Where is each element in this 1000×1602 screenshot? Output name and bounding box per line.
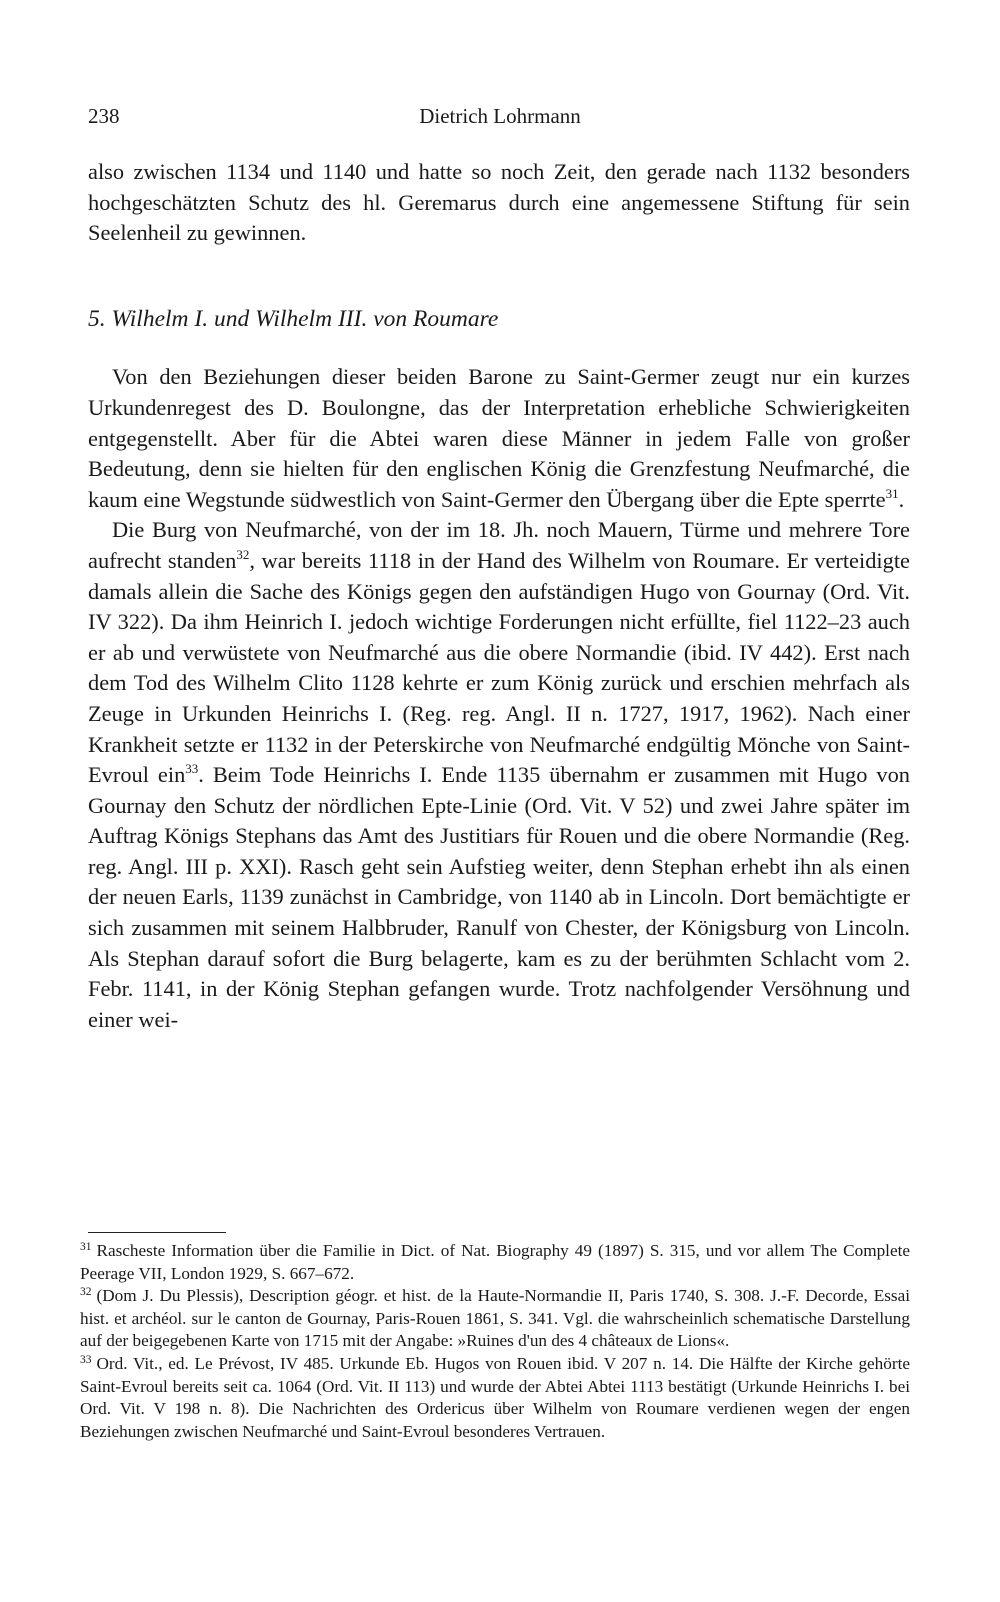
paragraph-1: [88, 362, 910, 515]
footnote-ref-32[interactable]: 32: [236, 546, 250, 562]
footnote-32: [80, 1285, 910, 1353]
footnote-31: [80, 1240, 910, 1285]
main-text: [88, 157, 910, 1035]
footnote-ref-31[interactable]: 31: [885, 485, 899, 501]
paragraph-1-text: Von den Beziehungen dieser beiden Barone zu Saint-Germer zeugt nur ein kurzes Urkundenregest des D. Boulongne, das der Interpretation erhebliche Schwierigkeiten entgegenstellt. Aber für die Abtei waren diese Männer in jedem Falle von großer Bedeutung, denn sie hielten für den englischen König die Grenzfestung Neufmarché, die kaum eine Wegstunde südwestlich von Saint-Germer den Übergang über die Epte sperrte: [88, 364, 910, 512]
footnote-text: (Dom J. Du Plessis), Description géogr. et hist. de la Haute-Normandie II, Paris 1740, S. 308. J.-F. Decorde, Essai hist. et archéol. sur le canton de Gournay, Paris-Rouen 1861, S. 341. Vgl. die wahrscheinlich schematische Darstellung auf der beigegebenen Karte von 1715 mit der Angabe: »Ruines d'un des 4 châteaux de Lions«.: [80, 1286, 910, 1351]
footnote-number: 33: [80, 1353, 92, 1366]
section-heading: 5. Wilhelm I. und Wilhelm III. von Roumare: [88, 305, 499, 332]
paragraph-intro: also zwischen 1134 und 1140 und hatte so noch Zeit, den gerade nach 1132 besonders hochgeschätzten Schutz des hl. Geremarus durch eine angemessene Stiftung für sein Seelenheil zu gewinnen.: [88, 159, 910, 246]
paragraph-2-part-a: Die Burg von Neufmarché, von der im 18. Jh. noch Mauern, Türme und mehrere Tore aufrecht standen: [88, 517, 910, 573]
paragraph-1-end: .: [898, 486, 905, 512]
paragraph-2-part-c: . Beim Tode Heinrichs I. Ende 1135 übernahm er zusammen mit Hugo von Gournay den Schutz der nördlichen Epte-Linie (Ord. Vit. V 52) und zwei Jahre später im Auftrag Königs Stephans das Amt des Justitiars für Rouen und die obere Normandie (Reg. reg. Angl. III p. XXI). Rasch geht sein Aufstieg weiter, denn Stephan erhebt ihn als einen der neuen Earls, 1139 zunächst in Cambridge, von 1140 ab in Lincoln. Dort bemächtigte er sich zusammen mit seinem Halbbruder, Ranulf von Chester, der Königsburg von Lincoln. Als Stephan darauf sofort die Burg belagerte, kam es zu der berühmten Schlacht vom 2. Febr. 1141, in der König Stephan gefangen wurde. Trotz nachfolgender Versöhnung und einer wei-: [88, 762, 910, 1032]
footnote-text: Rascheste Information über die Familie in Dict. of Nat. Biography 49 (1897) S. 315, und vor allem The Complete Peerage VII, London 1929, S. 667–672.: [80, 1241, 910, 1283]
paragraph-2-part-b: , war bereits 1118 in der Hand des Wilhelm von Roumare. Er verteidigte damals allein die Sache des Königs gegen den aufständigen Hugo von Gournay (Ord. Vit. IV 322). Da ihm Heinrich I. jedoch wichtige Forderungen nicht erfüllte, fiel 1122–23 auch er ab und verwüstete von Neufmarché aus die obere Normandie (ibid. IV 442). Erst nach dem Tod des Wilhelm Clito 1128 kehrte er zum König zurück und erschien mehrfach als Zeuge in Urkunden Heinrichs I. (Reg. reg. Angl. II n. 1727, 1917, 1962). Nach einer Krankheit setzte er 1132 in der Peterskirche von Neufmarché endgültig Mönche von Saint-Evroul ein: [88, 547, 910, 788]
running-head: Dietrich Lohrmann: [419, 104, 581, 128]
footnote-number: 32: [80, 1286, 92, 1299]
footnote-33: [80, 1353, 910, 1443]
footnotes: [80, 1240, 910, 1443]
page-number: 238: [88, 104, 120, 128]
footnote-ref-33[interactable]: 33: [185, 761, 199, 777]
footnote-text: Ord. Vit., ed. Le Prévost, IV 485. Urkunde Eb. Hugos von Rouen ibid. V 207 n. 14. Die Hälfte der Kirche gehörte Saint-Evroul bereits seit ca. 1064 (Ord. Vit. II 113) und wurde der Abtei Abtei 1113 bestätigt (Urkunde Heinrichs I. bei Ord. Vit. V 198 n. 8). Die Nachrichten des Ordericus über Wilhelm von Roumare verdienen wegen der engen Beziehungen zwischen Neufmarché und Saint-Evroul besonderes Vertrauen.: [80, 1353, 910, 1441]
footnote-divider: [88, 1232, 226, 1233]
page-header: [88, 104, 912, 134]
paragraph-2: [88, 515, 910, 1035]
footnote-number: 31: [80, 1241, 92, 1253]
